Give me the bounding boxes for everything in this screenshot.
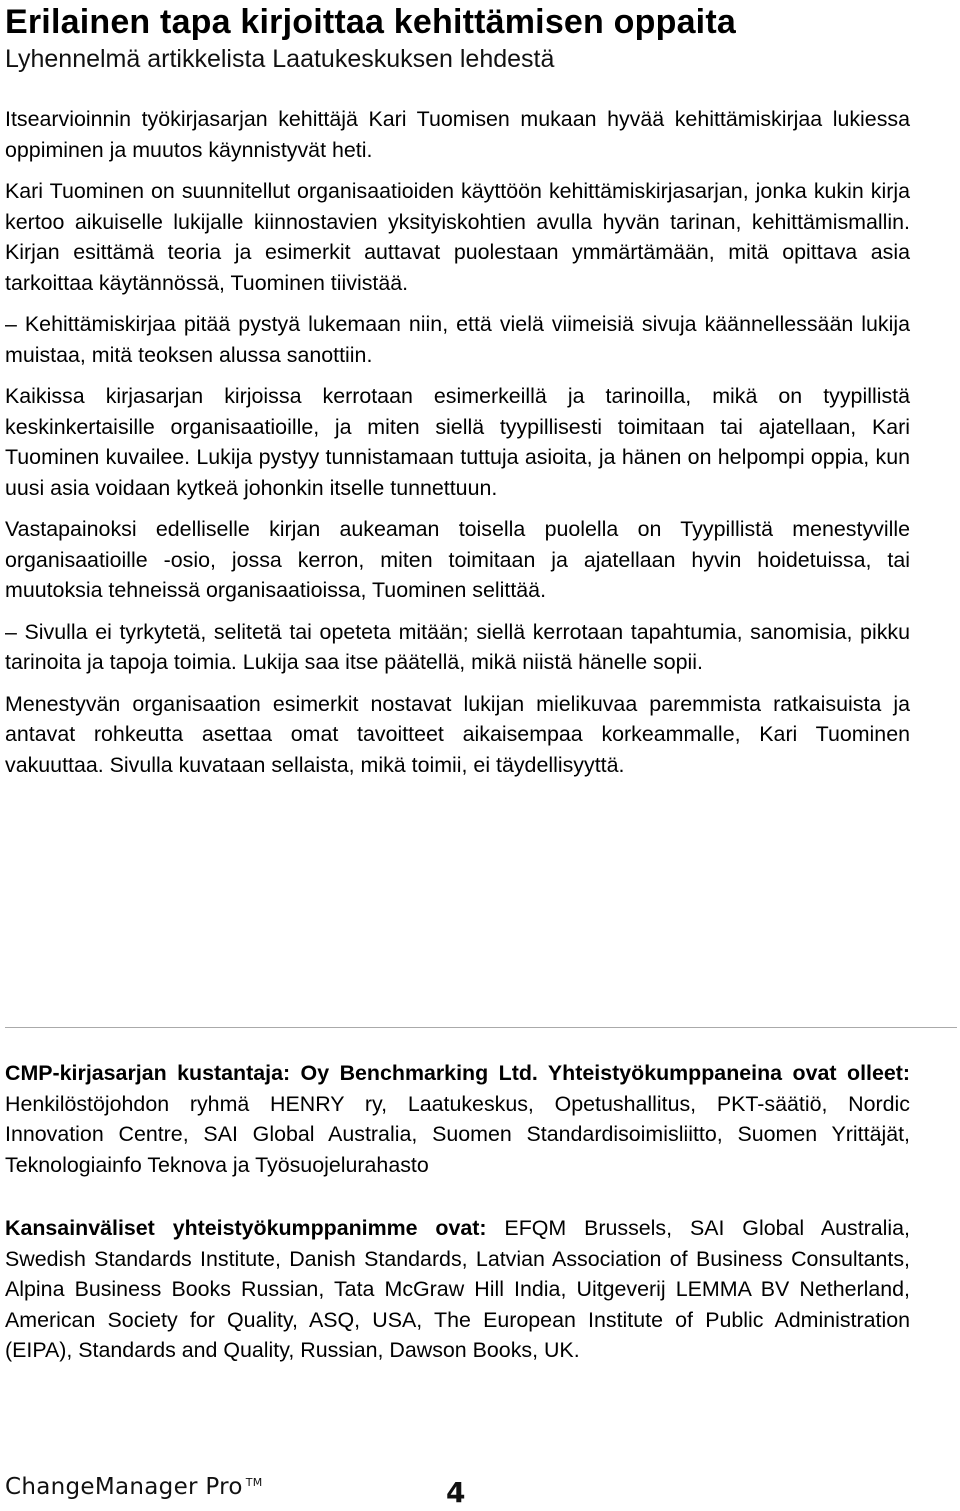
page-number: 4 [446, 1476, 466, 1509]
trademark-mark: TM [245, 1476, 263, 1489]
footer-brand-logo [5, 1474, 263, 1500]
paragraph-counterpart: Vastapainoksi edelliselle kirjan aukeaman toisella puolella on Tyypillistä menestyville organisaatioille -osio, jossa kerron, miten toimitaan ja ajatellaan hyvin hoidetuissa, tai muutoksia tehneissä organisaatioissa, Tuominen selittää. [5, 517, 910, 602]
international-partners-paragraph [5, 1213, 910, 1366]
brand-name: ChangeManager Pro [5, 1474, 243, 1500]
paragraph-intro: Itsearvioinnin työkirjasarjan kehittäjä Kari Tuomisen mukaan hyvää kehittämiskirjaa lukiessa oppiminen ja muutos käynnistyvät heti. [5, 107, 910, 162]
page-subtitle: Lyhennelmä artikkelista Laatukeskuksen lehdestä [5, 45, 555, 73]
international-text: EFQM Brussels, SAI Global Australia, Swedish Standards Institute, Danish Standards, Latvian Association of Business Consultants, Alpina Business Books Russian, Tata McGraw Hill India, Uitgeverij LEMMA BV Netherland, American Society for Quality, ASQ, USA, The European Institute of Public Administration (EIPA), Standards and Quality, Russian, Dawson Books, UK. [5, 1216, 910, 1362]
publisher-paragraph [5, 1058, 910, 1180]
paragraph-examples: Kaikissa kirjasarjan kirjoissa kerrotaan esimerkeillä ja tarinoilla, mikä on tyypillistä keskinkertaisille organisaatioille, ja miten siellä tyypillisesti toimitaan tai ajatellaan, Kari Tuominen kuvailee. Lukija pystyy tunnistamaan tuttuja asioita, ja hänen on helpompi oppia, kun uusi asia voidaan kytkeä johonkin itselle tunnettuun. [5, 384, 910, 500]
paragraph-series: Kari Tuominen on suunnitellut organisaatioiden käyttöön kehittämiskirjasarjan, jonka kukin kirja kertoo aikuiselle lukijalle kiinnostavien yksityiskohtien avulla hyvän tarinan, kehittämismallin. Kirjan esittämä teoria ja esimerkit auttavat puolestaan ymmärtämään, mitä opittava asia tarkoittaa käytännössä, Tuominen tiivistää. [5, 179, 910, 295]
page-title: Erilainen tapa kirjoittaa kehittämisen oppaita [5, 3, 736, 41]
paragraph-quote-2: – Sivulla ei tyrkytetä, selitetä tai opeteta mitään; siellä kerrotaan tapahtumia, sanomisia, pikku tarinoita ja tapoja toimia. Lukija saa itse päätellä, mikä niistä hänelle sopii. [5, 619, 910, 674]
document-page [5, 0, 910, 791]
section-divider [5, 1027, 957, 1028]
publisher-label: CMP-kirjasarjan kustantaja: Oy Benchmarking Ltd. Yhteistyökumppaneina ovat olleet: [5, 1061, 910, 1085]
paragraph-quote-1: – Kehittämiskirjaa pitää pystyä lukemaan niin, että vielä viimeisiä sivuja käännellessään lukija muistaa, mitä teoksen alussa sanottiin. [5, 312, 910, 367]
publisher-text: Henkilöstöjohdon ryhmä HENRY ry, Laatukeskus, Opetushallitus, PKT-säätiö, Nordic Innovation Centre, SAI Global Australia, Suomen Standardisoimisliitto, Suomen Yrittäjät, Teknologiainfo Teknova ja Työsuojelurahasto [5, 1091, 910, 1177]
international-label: Kansainväliset yhteistyökumppanimme ovat: [5, 1216, 487, 1240]
credits-section [5, 1058, 910, 1399]
paragraph-conclusion: Menestyvän organisaation esimerkit nostavat lukijan mielikuvaa paremmista ratkaisuista ja antavat rohkeutta asettaa omat tavoitteet aikaisempaa korkeammalle, Kari Tuominen vakuuttaa. Sivulla kuvataan sellaista, mikä toimii, ei täydellisyyttä. [5, 691, 910, 777]
